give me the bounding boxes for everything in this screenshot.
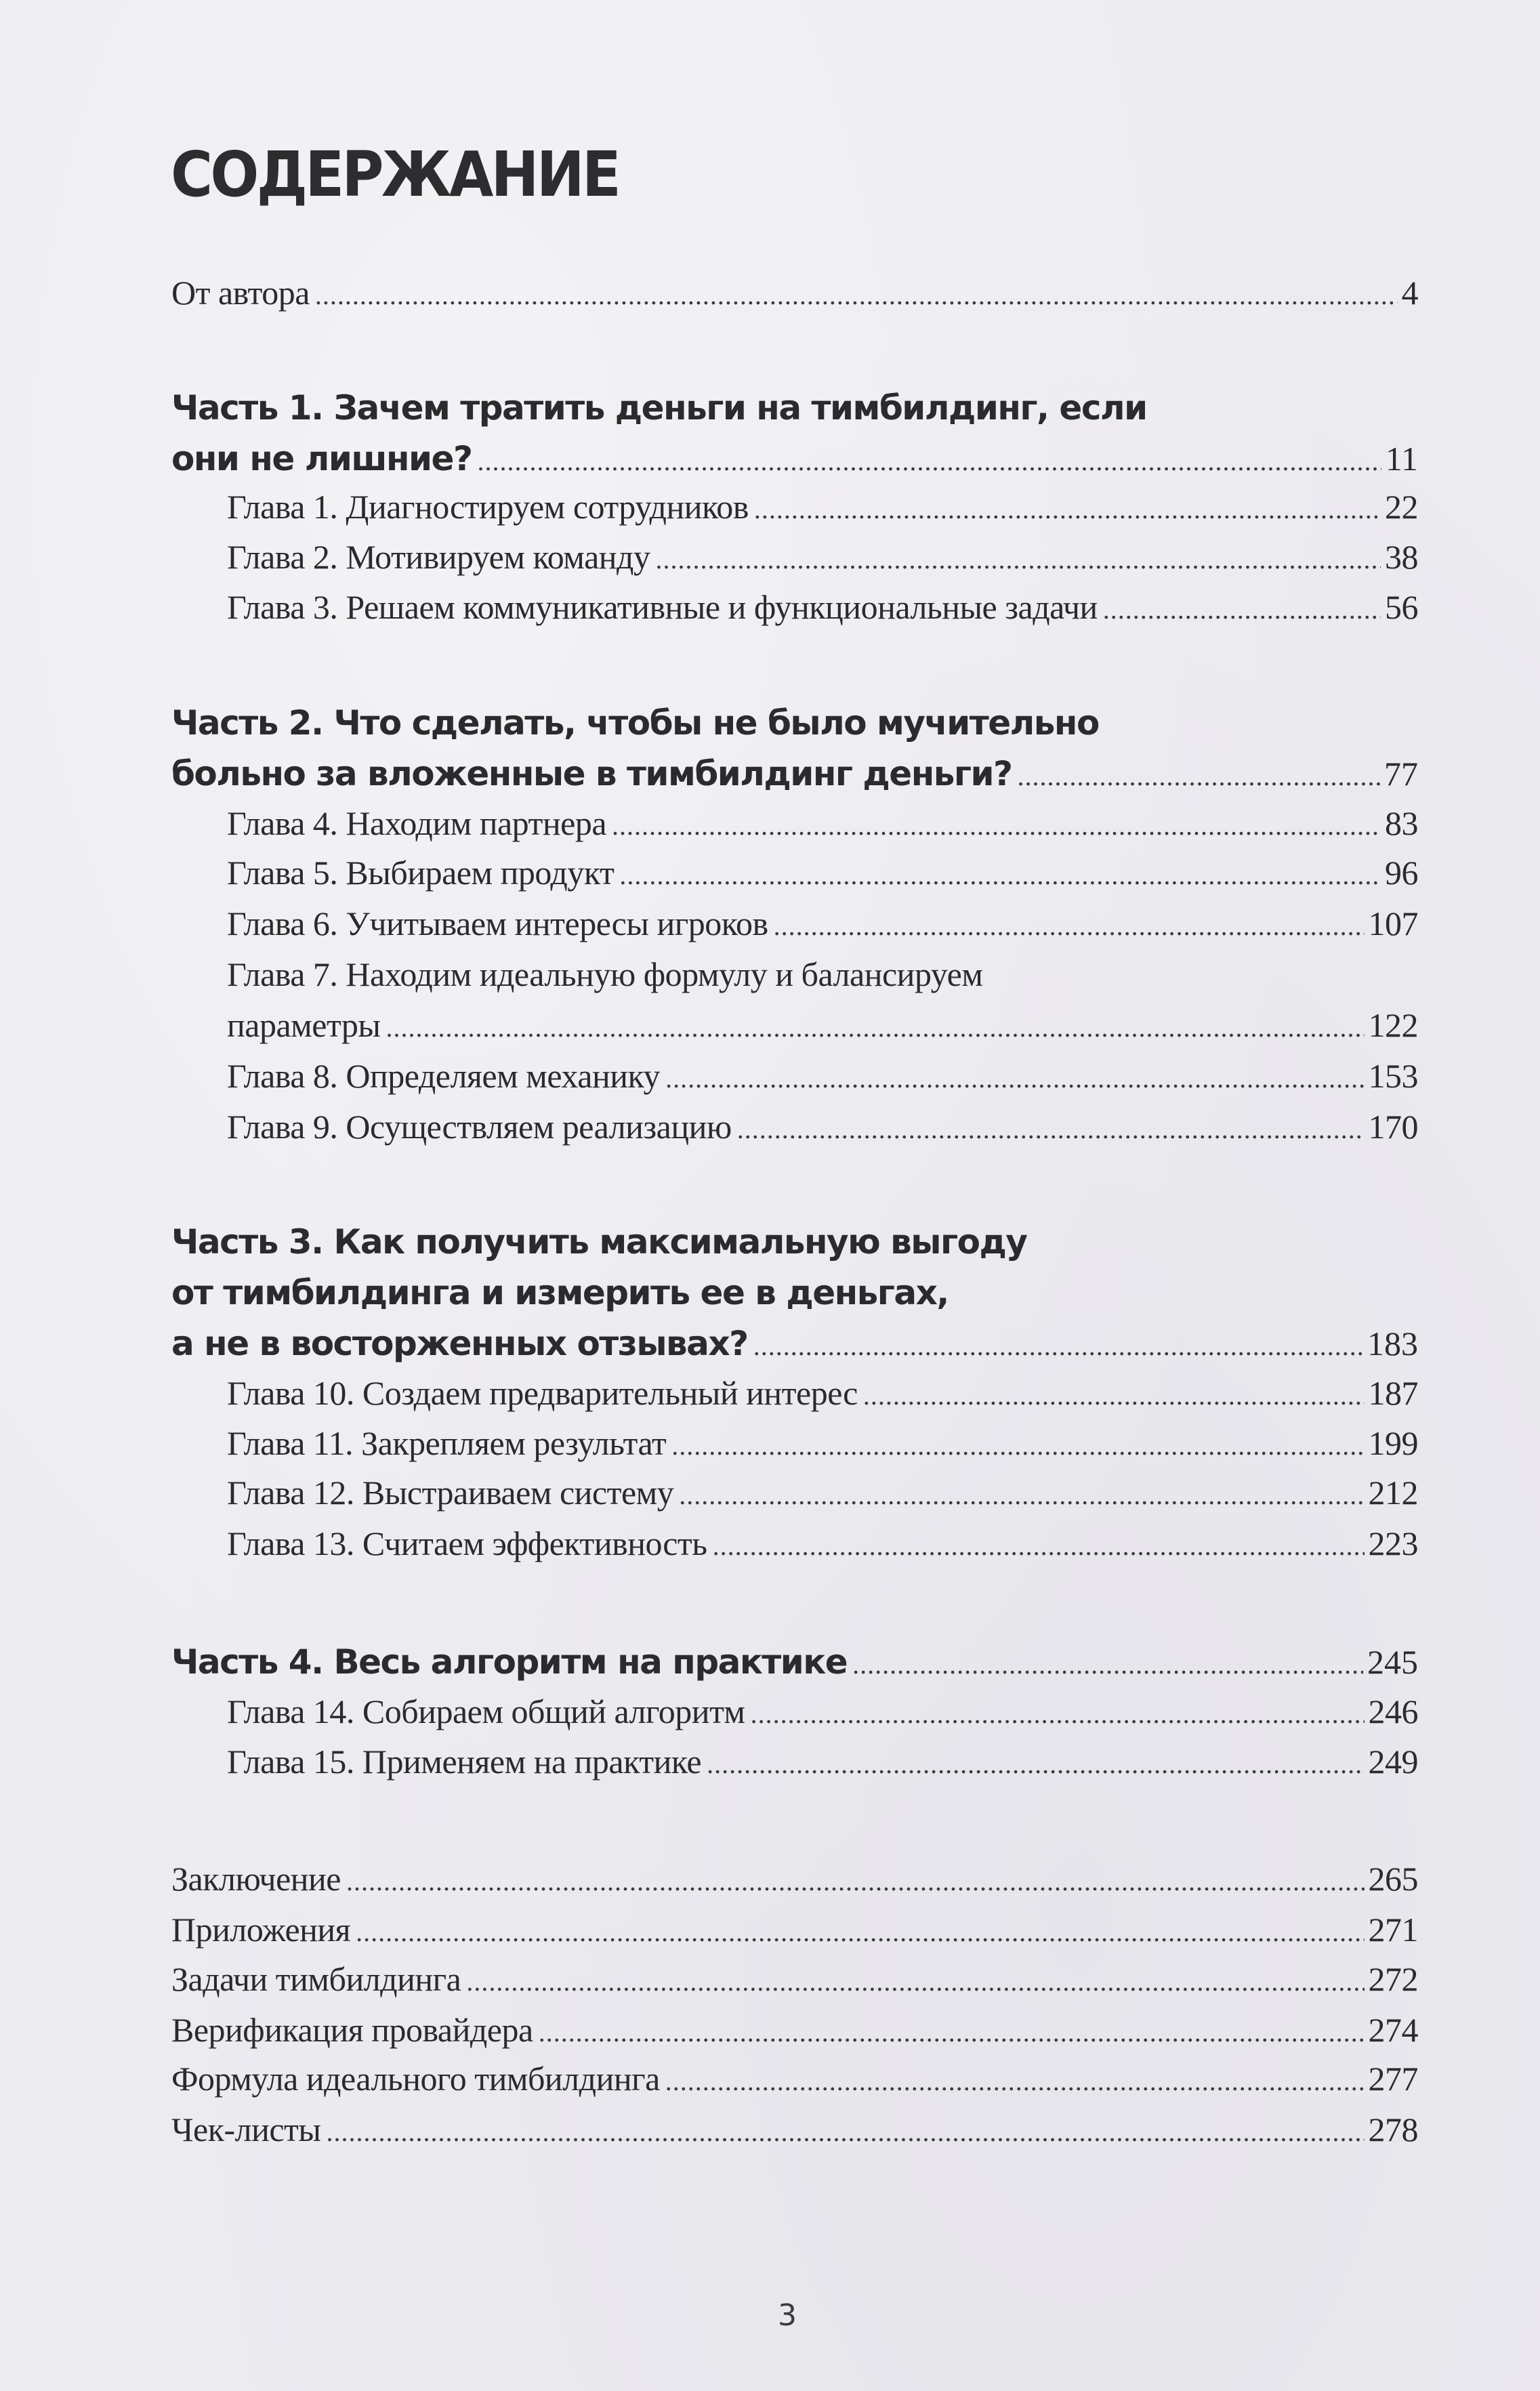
toc-page-number: 187 <box>1368 1374 1418 1412</box>
toc-entry-label: Чек-листы <box>171 2111 321 2148</box>
toc-page-number: 183 <box>1367 1325 1418 1363</box>
toc-entry-label: Глава 12. Выстраиваем систему <box>227 1474 674 1512</box>
dot-leader <box>315 275 1398 316</box>
toc-entry-label: Глава 5. Выбираем продукт <box>227 854 615 892</box>
toc-page-number: 278 <box>1368 2111 1418 2148</box>
toc-page-number: 22 <box>1385 488 1418 526</box>
part-2-title-line-1[interactable]: Часть 2. Что сделать, чтобы не было мучительно <box>171 703 1099 743</box>
chapter-7-title-line-1[interactable]: Глава 7. Находим идеальную формулу и балансируем <box>227 955 983 993</box>
toc-page-number: 246 <box>1368 1692 1418 1730</box>
toc-entry-part-1[interactable] <box>171 438 1418 479</box>
toc-entry-chapter-11[interactable] <box>227 1423 1418 1466</box>
dot-leader <box>713 1526 1365 1566</box>
dot-leader <box>386 1007 1365 1048</box>
dot-leader <box>774 906 1365 947</box>
toc-page-number: 274 <box>1368 2011 1418 2049</box>
toc-page-number: 170 <box>1368 1108 1418 1146</box>
toc-entry-label: Приложения <box>171 1911 351 1949</box>
part-3-title-line-3: а не в восторженных отзывах? <box>171 1324 748 1363</box>
toc-entry-chapter-4[interactable] <box>227 803 1418 846</box>
toc-page-number: 245 <box>1367 1643 1418 1681</box>
toc-entry-conclusion[interactable] <box>171 1858 1418 1902</box>
toc-entry-chapter-13[interactable] <box>227 1523 1418 1566</box>
toc-page-number: 153 <box>1368 1057 1418 1095</box>
toc-entry-ideal-formula[interactable] <box>171 2058 1418 2102</box>
toc-entry-chapter-12[interactable] <box>227 1472 1418 1516</box>
toc-page-number: 4 <box>1401 274 1418 312</box>
toc-entry-label: Формула идеального тимбилдинга <box>171 2060 660 2098</box>
dot-leader <box>671 1426 1364 1466</box>
toc-entry-chapter-9[interactable] <box>227 1106 1418 1150</box>
toc-entry-part-4[interactable] <box>171 1642 1418 1682</box>
toc-page-number: 199 <box>1368 1424 1418 1462</box>
part-3-title-line-2[interactable]: от тимбилдинга и измерить ее в деньгах, <box>171 1273 949 1312</box>
toc-entry-label: От автора <box>171 274 310 312</box>
dot-leader <box>477 445 1381 477</box>
toc-entry-label: Глава 6. Учитываем интересы игроков <box>227 905 768 942</box>
toc-entry-checklists[interactable] <box>171 2109 1418 2153</box>
part-3-title-line-1[interactable]: Часть 3. Как получить максимальную выгоду <box>171 1222 1027 1262</box>
toc-entry-label: Глава 3. Решаем коммуникативные и функциональные задачи <box>227 588 1098 626</box>
page-number: 3 <box>778 2298 797 2333</box>
dot-leader <box>665 1058 1364 1099</box>
toc-entry-chapter-6[interactable] <box>227 903 1418 947</box>
toc-page-number: 272 <box>1368 1960 1418 1998</box>
toc-entry-appendices[interactable] <box>171 1909 1418 1953</box>
dot-leader <box>346 1861 1365 1902</box>
toc-entry-label: Глава 1. Диагностируем сотрудников <box>227 488 749 526</box>
toc-page-number: 265 <box>1368 1860 1418 1898</box>
toc-entry-label: Глава 9. Осуществляем реализацию <box>227 1108 732 1146</box>
dot-leader <box>356 1912 1364 1953</box>
part-1-title-line-1[interactable]: Часть 1. Зачем тратить деньги на тимбилдинг, если <box>171 388 1147 428</box>
part-1-title-line-2: они не лишние? <box>171 439 472 478</box>
toc-entry-chapter-7[interactable] <box>227 1005 1418 1048</box>
toc-page-number: 122 <box>1368 1006 1418 1044</box>
toc-page-number: 77 <box>1384 755 1418 793</box>
toc-entry-label: Верификация провайдера <box>171 2011 533 2049</box>
toc-entry-teambuilding-tasks[interactable] <box>171 1959 1418 2002</box>
dot-leader <box>1018 760 1380 792</box>
toc-entry-from-author[interactable] <box>171 272 1418 316</box>
toc-page-number: 83 <box>1385 804 1418 842</box>
toc-entry-chapter-3[interactable] <box>227 587 1418 630</box>
toc-page-number: 249 <box>1368 1743 1418 1781</box>
toc-page-number: 212 <box>1368 1474 1418 1512</box>
dot-leader <box>863 1375 1365 1416</box>
chapter-7-title-line-2: параметры <box>227 1006 381 1044</box>
toc-entry-label: Глава 15. Применяем на практике <box>227 1743 702 1781</box>
toc-entry-chapter-10[interactable] <box>227 1373 1418 1416</box>
toc-entry-chapter-14[interactable] <box>227 1691 1418 1734</box>
dot-leader <box>539 2012 1365 2053</box>
dot-leader <box>1103 589 1381 630</box>
dot-leader <box>665 2061 1365 2102</box>
toc-entry-label: Глава 2. Мотивируем команду <box>227 538 650 576</box>
part-2-title-line-2: больно за вложенные в тимбилдинг деньги? <box>171 754 1012 793</box>
toc-entry-label: Задачи тимбилдинга <box>171 1960 461 1998</box>
toc-entry-label: Глава 14. Собираем общий алгоритм <box>227 1692 745 1730</box>
toc-page-number: 96 <box>1385 854 1418 892</box>
toc-entry-label: Глава 13. Считаем эффективность <box>227 1524 707 1562</box>
toc-entry-label: Глава 11. Закрепляем результат <box>227 1424 667 1462</box>
dot-leader <box>852 1648 1363 1680</box>
dot-leader <box>655 539 1381 580</box>
dot-leader <box>466 1961 1364 2002</box>
toc-page-number: 223 <box>1368 1524 1418 1562</box>
toc-entry-part-3[interactable] <box>171 1323 1418 1364</box>
dot-leader <box>737 1109 1365 1150</box>
toc-entry-label: Глава 10. Создаем предварительный интерес <box>227 1374 858 1412</box>
dot-leader <box>326 2112 1364 2153</box>
toc-page-number: 271 <box>1368 1911 1418 1949</box>
toc-entry-chapter-1[interactable] <box>227 486 1418 530</box>
toc-entry-part-2[interactable] <box>171 753 1418 794</box>
toc-entry-chapter-15[interactable] <box>227 1741 1418 1785</box>
dot-leader <box>707 1744 1364 1785</box>
toc-entry-chapter-8[interactable] <box>227 1056 1418 1099</box>
toc-entry-chapter-2[interactable] <box>227 537 1418 580</box>
dot-leader <box>753 1330 1363 1362</box>
toc-page-number: 38 <box>1385 538 1418 576</box>
toc-page-number: 11 <box>1385 440 1418 478</box>
toc-page-number: 107 <box>1368 905 1418 942</box>
toc-page-number: 56 <box>1385 588 1418 626</box>
toc-entry-chapter-5[interactable] <box>227 852 1418 896</box>
page-title: СОДЕРЖАНИЕ <box>171 138 619 211</box>
toc-entry-label: Глава 4. Находим партнера <box>227 804 607 842</box>
dot-leader <box>612 806 1381 846</box>
dot-leader <box>751 1694 1365 1734</box>
toc-entry-provider-verification[interactable] <box>171 2010 1418 2053</box>
dot-leader <box>754 489 1381 530</box>
toc-page-number: 277 <box>1368 2060 1418 2098</box>
dot-leader <box>679 1475 1364 1516</box>
part-4-title: Часть 4. Весь алгоритм на практике <box>171 1642 848 1682</box>
dot-leader <box>619 855 1381 896</box>
toc-entry-label: Глава 8. Определяем механику <box>227 1057 661 1095</box>
toc-entry-label: Заключение <box>171 1860 341 1898</box>
